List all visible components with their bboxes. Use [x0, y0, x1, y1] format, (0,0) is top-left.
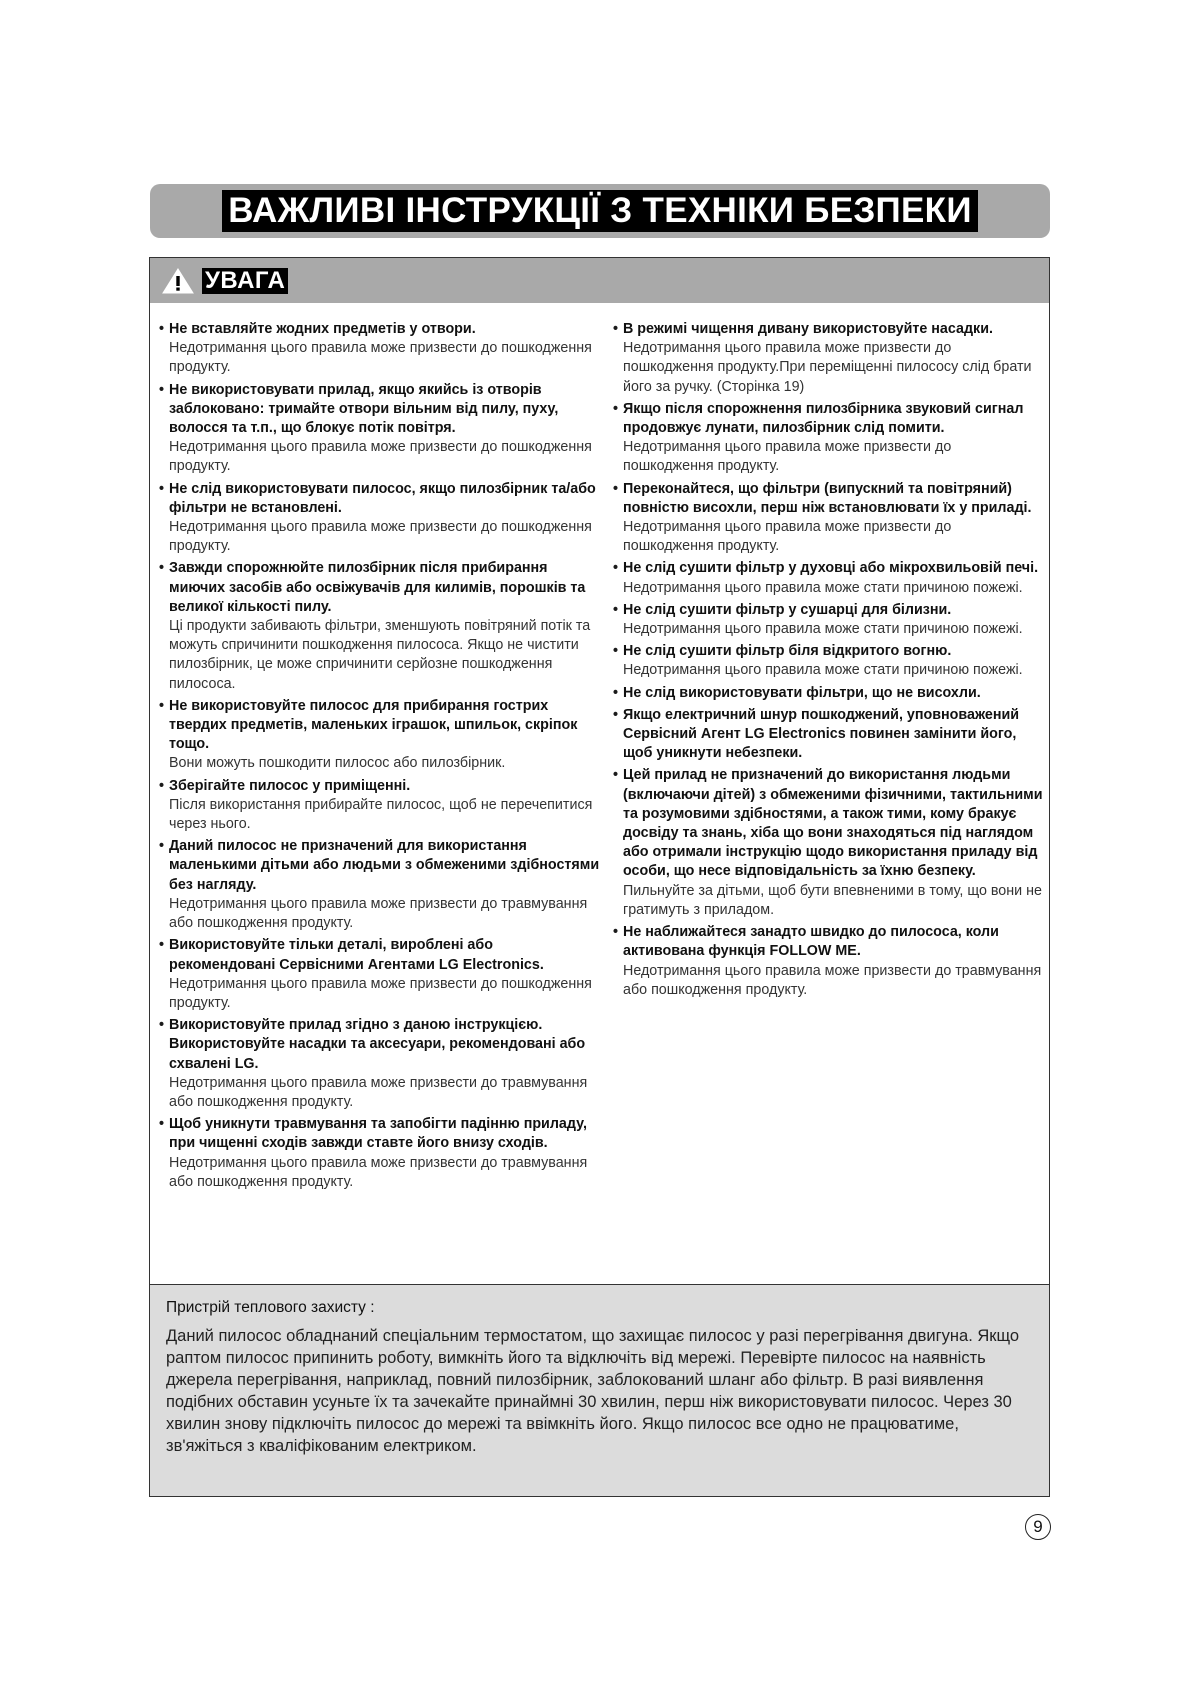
- item-heading: Якщо електричний шнур пошкоджений, уповноважений Сервісний Агент LG Electronics повинен замінити його, щоб уникнути небезпеки.: [623, 706, 1020, 762]
- thermal-title: Пристрій теплового захисту :: [166, 1299, 375, 1316]
- item-heading: Не слід використовувати пилосос, якщо пилозбірник та/або фільтри не встановлені.: [169, 480, 596, 516]
- item-heading: Не наближайтеся занадто швидко до пилососа, коли активована функція FOLLOW ME.: [623, 924, 999, 960]
- thermal-protection-section: [150, 1284, 1049, 1496]
- item-heading: Не слід сушити фільтр у духовці або мікрохвильовій печі.: [623, 560, 1039, 577]
- list-item: [612, 766, 1044, 920]
- list-item: [158, 559, 600, 693]
- list-item: [158, 320, 600, 378]
- item-heading: В режимі чищення дивану використовуйте насадки.: [623, 321, 993, 337]
- bullet: •: [159, 697, 165, 714]
- bullet: •: [613, 767, 619, 784]
- bullet: •: [159, 321, 165, 337]
- bullet: •: [159, 1017, 165, 1034]
- bullet: •: [159, 937, 165, 954]
- bullet: •: [613, 321, 619, 337]
- bullet: •: [613, 601, 619, 618]
- bullet: •: [159, 560, 165, 577]
- item-body: Недотримання цього правила може стати причиною пожежі.: [623, 621, 1023, 638]
- right-column: [612, 320, 1044, 1003]
- page-number: [1025, 1514, 1051, 1540]
- item-body: Пильнуйте за дітьми, щоб бути впевненими в тому, що вони не гратимуть з приладом.: [623, 882, 1042, 918]
- bullet: •: [613, 643, 619, 660]
- title-bar: [150, 184, 1050, 238]
- bullet: •: [613, 706, 619, 723]
- bullet: •: [159, 480, 165, 497]
- left-column: [158, 320, 600, 1195]
- bullet: •: [613, 684, 619, 701]
- item-body: Недотримання цього правила може призвести до пошкодження продукту.: [169, 439, 592, 475]
- list-item: [158, 777, 600, 835]
- warning-header: [150, 258, 1049, 303]
- item-body: Недотримання цього правила може призвести до пошкодження продукту.: [623, 519, 952, 555]
- item-body: Недотримання цього правила може призвести до пошкодження продукту.: [169, 340, 592, 376]
- bullet: •: [613, 400, 619, 417]
- page-title: ВАЖЛИВІ ІНСТРУКЦІЇ З ТЕХНІКИ БЕЗПЕКИ: [222, 190, 978, 232]
- item-body: Недотримання цього правила може призвести до травмування або пошкодження продукту.: [169, 895, 588, 932]
- item-heading: Використовуйте тільки деталі, вироблені або рекомендовані Сервісними Агентами LG Electronics.: [169, 937, 544, 973]
- item-heading: Переконайтеся, що фільтри (випускний та повітряний) повністю висохли, перш ніж встановлювати їх у приладі.: [623, 480, 1032, 516]
- bullet: •: [613, 480, 619, 497]
- warning-label: УВАГА: [202, 268, 288, 294]
- item-body: Ці продукти забивають фільтри, зменшують повітряний потік та можуть спричинити пошкодження пилососа. Якщо не чистити пилозбірник, це може спричинити серйозне пошкодження пилососа.: [169, 618, 591, 692]
- item-heading: Не слід сушити фільтр у сушарці для білизни.: [623, 601, 952, 618]
- list-item: [612, 642, 1044, 680]
- bullet: •: [613, 924, 619, 941]
- warning-frame: [149, 257, 1050, 1497]
- item-heading: Не використовуйте пилосос для прибирання гострих твердих предметів, маленьких іграшок, шпильок, скріпок тощо.: [169, 697, 578, 753]
- list-item: [612, 480, 1044, 557]
- list-item: [158, 697, 600, 774]
- item-heading: Зберігайте пилосос у приміщенні.: [169, 777, 411, 794]
- list-item: [158, 480, 600, 557]
- item-body: Недотримання цього правила може призвести до пошкодження продукту.: [169, 975, 592, 1011]
- item-heading: Завжди спорожнюйте пилозбірник після прибирання миючих засобів або освіжувачів для килимів, порошків та великої кількості пилу.: [169, 560, 586, 615]
- item-body: Після використання прибирайте пилосос, щоб не перечепитися через нього.: [169, 796, 593, 833]
- bullet: •: [159, 1116, 165, 1133]
- list-item: [158, 381, 600, 477]
- bullet: •: [613, 560, 619, 577]
- item-body: Недотримання цього правила може стати причиною пожежі.: [623, 579, 1023, 596]
- bullet: •: [159, 838, 165, 855]
- list-item: [612, 559, 1044, 597]
- item-body: Недотримання цього правила може призвести до травмування або пошкодження продукту.: [169, 1074, 588, 1110]
- list-item: [158, 837, 600, 933]
- item-body: Недотримання цього правила може призвести до пошкодження продукту.: [623, 439, 952, 475]
- thermal-text: Даний пилосос обладнаний спеціальним термостатом, що захищає пилосос у разі перегрівання двигуна. Якщо раптом пилосос припинить роботу, вимкніть його та відключіть від мережі. Перевірте пилосос на наявність джерела перегрівання, наприклад, повний пилозбірник, заблокований шланг або фільтр. В разі виявлення подібних обставин усуньте їх та зачекайте принаймні 30 хвилин, перш ніж використовувати пилосос. Через 30 хвилин знову підключіть пилосос до мережі та ввімкніть його. Якщо пилосос все одно не працюватиме, зв'яжіться з кваліфікованим електриком.: [166, 1327, 1020, 1455]
- item-body: Недотримання цього правила може призвести до травмування або пошкодження продукту.: [623, 962, 1042, 998]
- item-body: Недотримання цього правила може стати причиною пожежі.: [623, 662, 1023, 679]
- item-body: Недотримання цього правила може призвести до пошкодження продукту.: [169, 519, 592, 555]
- item-heading: Не слід сушити фільтр біля відкритого вогню.: [623, 643, 952, 660]
- list-item: [612, 320, 1044, 397]
- item-heading: Цей прилад не призначений до використання людьми (включаючи дітей) з обмеженими фізичними, тактильними та розумовими здібностями, а також тими, кому бракує досвіду та знань, хіба що вони знаходяться під наглядом або отримали інструкцію щодо використання приладу від особи, що несе відповідальність за їхню безпеку.: [623, 767, 1043, 880]
- list-item: [158, 936, 600, 1013]
- list-item: [612, 400, 1044, 477]
- item-heading: Не слід використовувати фільтри, що не висохли.: [623, 684, 981, 701]
- list-item: [158, 1115, 600, 1192]
- item-heading: Використовуйте прилад згідно з даною інструкцією. Використовуйте насадки та аксесуари, рекомендовані або схвалені LG.: [169, 1017, 586, 1072]
- bullet: •: [159, 777, 165, 794]
- warning-triangle-icon: [162, 268, 194, 294]
- item-heading: Щоб уникнути травмування та запобігти падінню приладу, при чищенні сходів завжди ставте його внизу сходів.: [169, 1116, 587, 1152]
- list-item: [612, 684, 1044, 703]
- item-heading: Не використовувати прилад, якщо якийсь із отворів заблоковано: тримайте отвори вільним від пилу, пуху, волосся та т.п., що блокує потік повітря.: [169, 381, 559, 437]
- item-heading: Даний пилосос не призначений для використання маленькими дітьми або людьми з обмеженими здібностями без нагляду.: [169, 838, 600, 893]
- list-item: [612, 601, 1044, 639]
- list-item: [612, 706, 1044, 764]
- list-item: [612, 923, 1044, 1000]
- list-item: [158, 1016, 600, 1112]
- page-number-text: 9: [1033, 1517, 1043, 1536]
- item-body: Недотримання цього правила може призвести до пошкодження продукту.При переміщенні пилососу слід брати його за ручку. (Сторінка 19): [623, 340, 1032, 395]
- item-heading: Не вставляйте жодних предметів у отвори.: [169, 321, 476, 337]
- item-body: Недотримання цього правила може призвести до травмування або пошкодження продукту.: [169, 1154, 588, 1190]
- bullet: •: [159, 381, 165, 398]
- item-body: Вони можуть пошкодити пилосос або пилозбірник.: [169, 755, 506, 772]
- item-heading: Якщо після спорожнення пилозбірника звуковий сигнал продовжує лунати, пилозбірник слід помити.: [623, 400, 1024, 437]
